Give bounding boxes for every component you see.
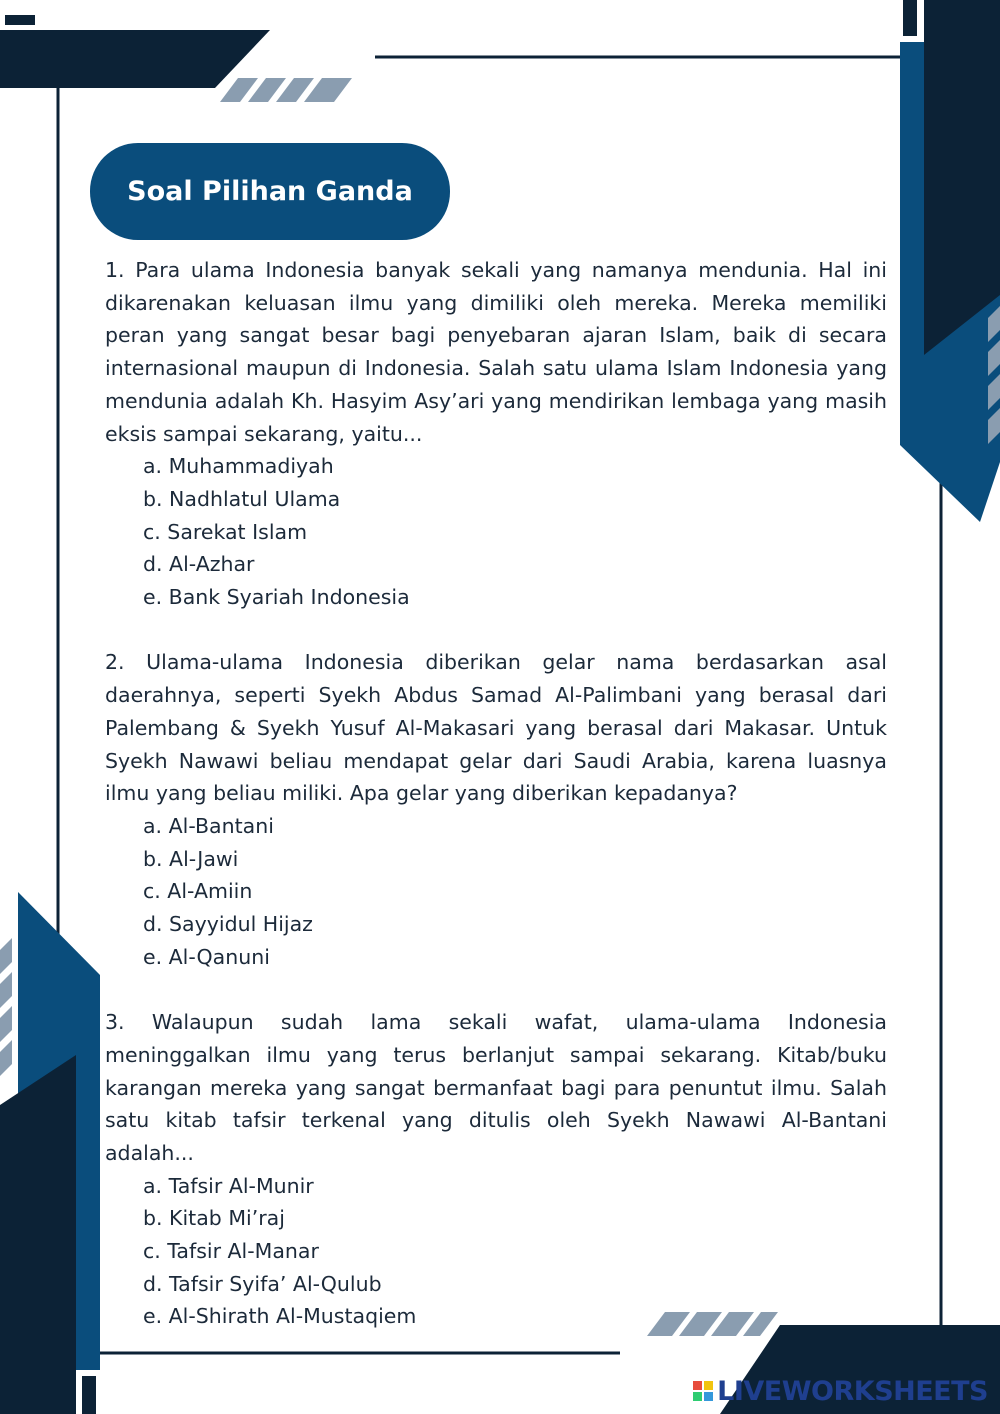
- question-1-options: [105, 450, 887, 614]
- question-3: [105, 1006, 887, 1333]
- liveworksheets-logo-text: LIVEWORKSHEETS: [717, 1375, 988, 1407]
- question-2: [105, 646, 887, 973]
- question-1-text: 1. Para ulama Indonesia banyak sekali yang namanya mendunia. Hal ini dikarenakan keluasan ilmu yang dimiliki oleh mereka. Mereka memiliki peran yang sangat besar bagi penyebaran ajaran Islam, baik di secara internasional maupun di Indonesia. Salah satu ulama Islam Indonesia yang mendunia adalah Kh. Hasyim Asy’ari yang mendirikan lembaga yang masih eksis sampai sekarang, yaitu...: [105, 258, 887, 446]
- question-1-option-b[interactable]: b. Nadhlatul Ulama: [143, 486, 341, 511]
- question-2-option-e[interactable]: e. Al-Qanuni: [143, 944, 270, 969]
- section-title: Soal Pilihan Ganda: [127, 176, 413, 207]
- question-3-options: [105, 1170, 887, 1334]
- top-left-dark-band: [0, 30, 270, 88]
- left-stripes: [0, 938, 12, 1076]
- top-right-dark-block: [924, 0, 1000, 355]
- question-list: [105, 254, 887, 1366]
- question-3-text: 3. Walaupun sudah lama sekali wafat, ulama-ulama Indonesia meninggalkan ilmu yang terus berlanjut sampai sekarang. Kitab/buku karangan mereka yang sangat bermanfaat bagi para penuntut ilmu. Salah satu kitab tafsir terkenal yang ditulis oleh Syekh Nawawi Al-Bantani adalah...: [105, 1010, 887, 1165]
- question-2-option-c[interactable]: c. Al-Amiin: [143, 879, 253, 904]
- question-3-option-e[interactable]: e. Al-Shirath Al-Mustaqiem: [143, 1304, 417, 1329]
- question-3-option-c[interactable]: c. Tafsir Al-Manar: [143, 1239, 319, 1264]
- top-right-small-bar: [903, 0, 917, 36]
- question-2-option-d[interactable]: d. Sayyidul Hijaz: [143, 912, 313, 937]
- bottom-left-dark-block: [0, 1055, 76, 1414]
- question-3-option-b[interactable]: b. Kitab Mi’raj: [143, 1206, 285, 1231]
- bottom-left-small-bar: [82, 1376, 96, 1414]
- section-title-badge: [90, 143, 450, 240]
- liveworksheets-logo-icon: [693, 1381, 713, 1401]
- question-2-option-a[interactable]: a. Al-Bantani: [143, 813, 274, 838]
- logo-square-2: [704, 1381, 713, 1390]
- question-1-option-a[interactable]: a. Muhammadiyah: [143, 454, 334, 479]
- question-2-option-b[interactable]: b. Al-Jawi: [143, 846, 239, 871]
- top-left-stripes: [220, 78, 352, 102]
- question-2-text: 2. Ulama-ulama Indonesia diberikan gelar nama berdasarkan asal daerahnya, seperti Syekh Abdus Samad Al-Palimbani yang berasal dari Palembang & Syekh Yusuf Al-Makasari yang berasal dari Makasar. Untuk Syekh Nawawi beliau mendapat gelar dari Saudi Arabia, karena luasnya ilmu yang beliau miliki. Apa gelar yang diberikan kepadanya?: [105, 650, 887, 806]
- question-2-options: [105, 810, 887, 974]
- question-1: [105, 254, 887, 614]
- question-1-option-e[interactable]: e. Bank Syariah Indonesia: [143, 585, 410, 610]
- question-3-option-a[interactable]: a. Tafsir Al-Munir: [143, 1173, 314, 1198]
- liveworksheets-logo[interactable]: [693, 1374, 988, 1408]
- question-3-option-d[interactable]: d. Tafsir Syifa’ Al-Qulub: [143, 1271, 382, 1296]
- question-1-option-d[interactable]: d. Al-Azhar: [143, 552, 255, 577]
- question-1-option-c[interactable]: c. Sarekat Islam: [143, 519, 308, 544]
- logo-square-1: [693, 1381, 702, 1390]
- top-left-small-bar: [5, 15, 35, 25]
- logo-square-4: [704, 1392, 713, 1401]
- logo-square-3: [693, 1392, 702, 1401]
